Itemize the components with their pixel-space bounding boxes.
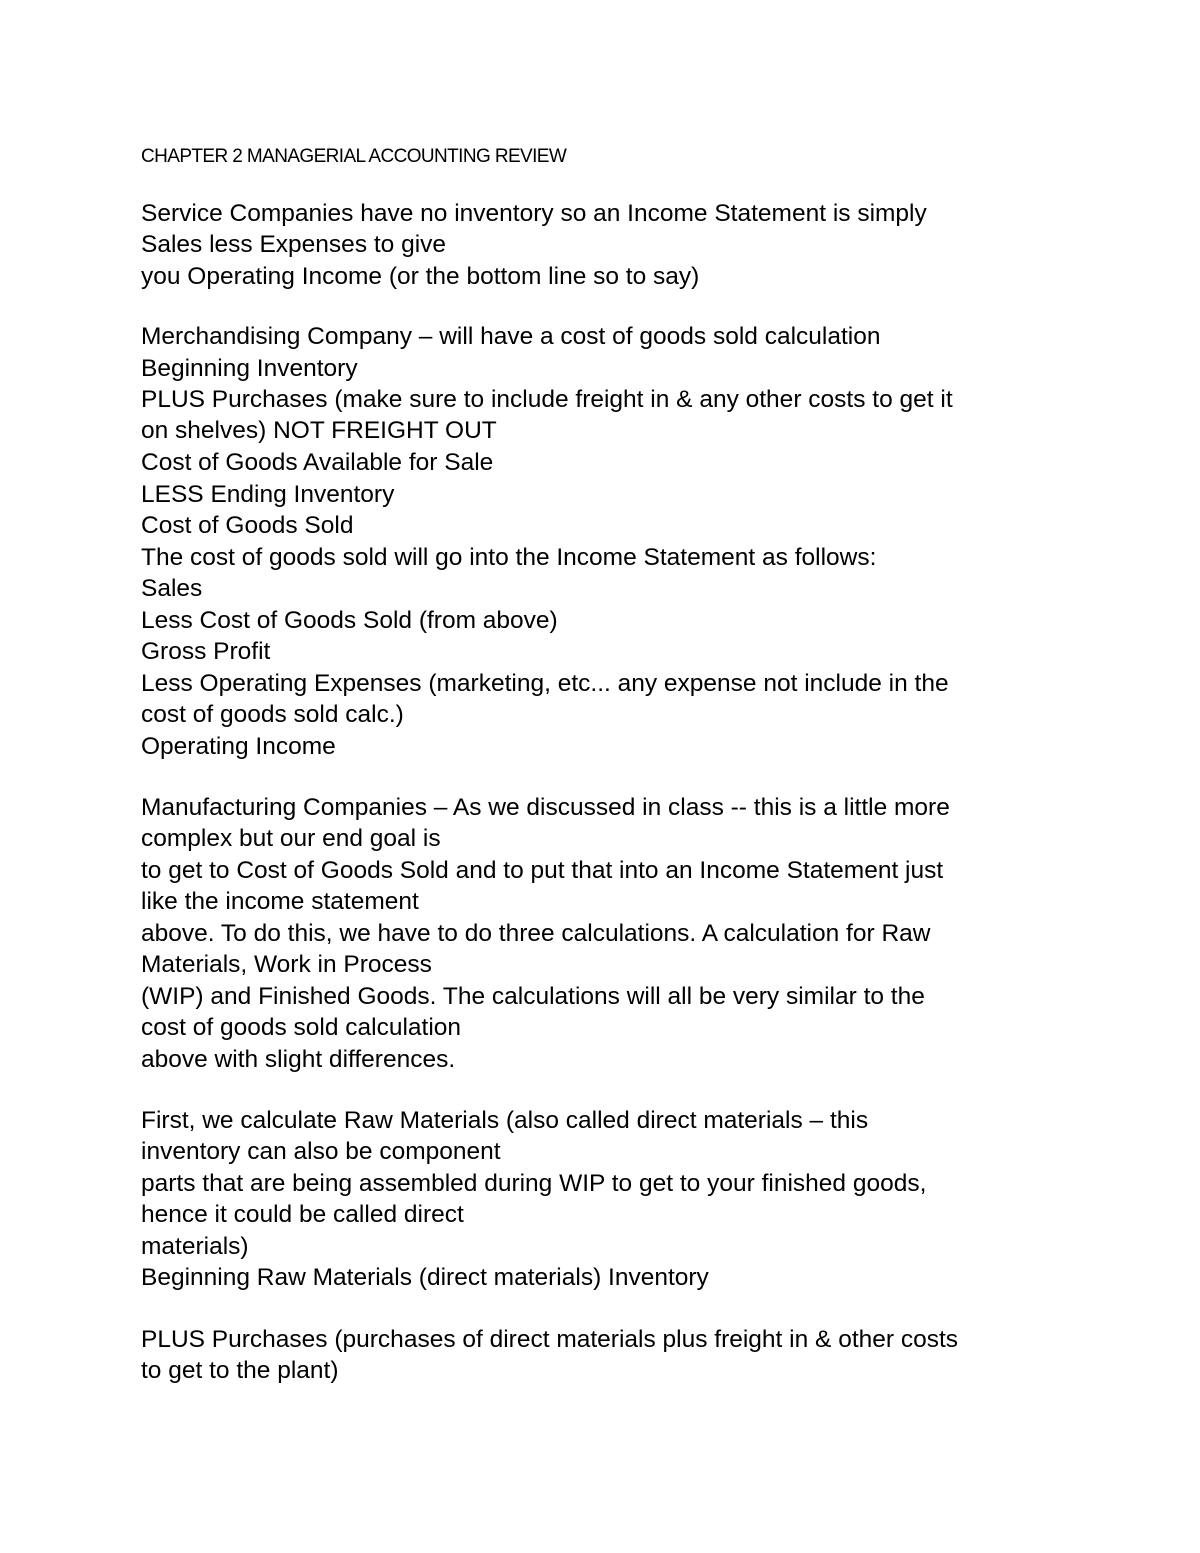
text-line: Manufacturing Companies – As we discussed in class -- this is a little more [141,794,950,821]
text-line: inventory can also be component [141,1138,501,1165]
text-line: Beginning Inventory [141,355,358,382]
text-line: above. To do this, we have to do three calculations. A calculation for Raw [141,920,931,947]
text-line: Beginning Raw Materials (direct materials) Inventory [141,1264,709,1291]
text-line: PLUS Purchases (make sure to include freight in & any other costs to get it [141,386,953,413]
text-line: to get to the plant) [141,1357,339,1384]
text-line: Operating Income [141,733,336,760]
text-line: Gross Profit [141,638,271,665]
text-line: PLUS Purchases (purchases of direct materials plus freight in & other costs [141,1326,959,1353]
text-line: on shelves) NOT FREIGHT OUT [141,417,497,444]
text-line: above with slight differences. [141,1046,456,1073]
text-line: complex but our end goal is [141,825,441,852]
text-line: you Operating Income (or the bottom line so to say) [141,263,700,290]
text-line: hence it could be called direct [141,1201,464,1228]
text-line: First, we calculate Raw Materials (also called direct materials – this [141,1107,869,1134]
text-line: Less Operating Expenses (marketing, etc... any expense not include in the [141,670,949,697]
text-line: materials) [141,1233,249,1260]
text-line: cost of goods sold calc.) [141,701,404,728]
text-line: Less Cost of Goods Sold (from above) [141,607,558,634]
text-line: like the income statement [141,888,419,915]
text-line: Merchandising Company – will have a cost of goods sold calculation [141,323,881,350]
text-line: parts that are being assembled during WIP to get to your finished goods, [141,1170,927,1197]
text-line: The cost of goods sold will go into the Income Statement as follows: [141,544,877,571]
text-line: (WIP) and Finished Goods. The calculations will all be very similar to the [141,983,925,1010]
text-line: LESS Ending Inventory [141,481,395,508]
text-line: Materials, Work in Process [141,951,432,978]
text-line: Cost of Goods Available for Sale [141,449,494,476]
text-line: Sales [141,575,203,602]
text-line: Cost of Goods Sold [141,512,354,539]
text-line: Service Companies have no inventory so an Income Statement is simply [141,200,927,227]
document-title: CHAPTER 2 MANAGERIAL ACCOUNTING REVIEW [141,146,567,167]
text-line: to get to Cost of Goods Sold and to put that into an Income Statement just [141,857,944,884]
text-line: Sales less Expenses to give [141,231,447,258]
text-line: cost of goods sold calculation [141,1014,462,1041]
